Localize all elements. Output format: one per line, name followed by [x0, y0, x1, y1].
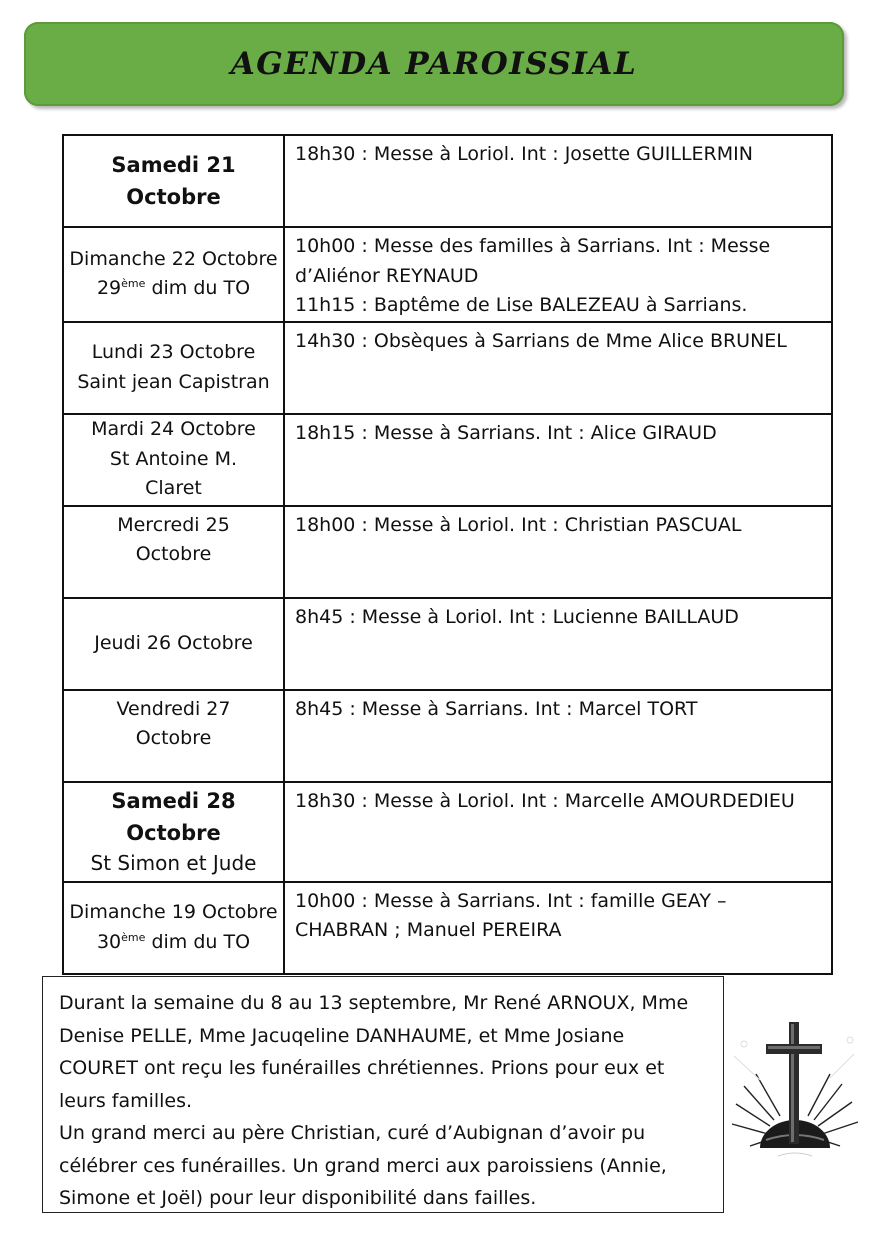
event-cell [284, 506, 832, 598]
event-text: 18h30 : Messe à Loriol. Int : Marcelle AMOURDEDIEU [295, 789, 795, 812]
day-label: Dimanche 19 Octobre [69, 901, 278, 923]
cross-sunrise-icon [730, 1016, 860, 1166]
agenda-row [63, 227, 832, 322]
day-cell [63, 690, 284, 782]
day-label: Dimanche 22 Octobre [69, 247, 278, 270]
agenda-row [63, 322, 832, 414]
agenda-row [63, 782, 832, 882]
event-text: 18h30 : Messe à Loriol. Int : Josette GUILLERMIN [295, 143, 753, 165]
event-text: 10h00 : Messe à Sarrians. Int : famille GEAY – CHABRAN ; Manuel PEREIRA [295, 889, 727, 941]
liturgical-number: 30 [96, 930, 122, 953]
agenda-row [63, 690, 832, 782]
event-text: 10h00 : Messe des familles à Sarrians. Int : Messe d’Aliénor REYNAUD [295, 235, 771, 287]
day-label: Mercredi 25 Octobre [117, 513, 230, 565]
notice-paragraph: Un grand merci au père Christian, curé d’Aubignan d’avoir pu célébrer ces funérailles. Un grand merci aux paroissiens (Annie, Simone et Joël) pour leur disponibilité dans failles. [59, 1122, 667, 1209]
liturgical-text: dim du TO [145, 277, 251, 300]
day-cell [63, 414, 284, 506]
event-cell [284, 135, 832, 227]
day-label: Samedi 21 Octobre [111, 152, 236, 209]
event-cell [284, 882, 832, 974]
saint-label: Saint jean Capistran [77, 370, 270, 393]
day-label: Samedi 28 Octobre [111, 788, 236, 845]
day-cell [63, 135, 284, 227]
day-cell [63, 506, 284, 598]
page-title: AGENDA PAROISSIAL [230, 46, 638, 82]
event-cell [284, 227, 832, 322]
liturgical-note [64, 928, 283, 958]
day-cell [63, 227, 284, 322]
liturgical-text: dim du TO [145, 930, 251, 953]
funeral-notice [42, 976, 724, 1213]
agenda-row [63, 135, 832, 227]
liturgical-number: 29 [96, 277, 122, 300]
event-text: 18h15 : Messe à Sarrians. Int : Alice GIRAUD [295, 421, 717, 444]
event-text: 11h15 : Baptême de Lise BALEZEAU à Sarrians. [295, 294, 748, 316]
event-text: 14h30 : Obsèques à Sarrians de Mme Alice BRUNEL [295, 329, 787, 352]
event-cell [284, 690, 832, 782]
saint-label: St Simon et Jude [90, 850, 257, 875]
agenda-row [63, 506, 832, 598]
agenda-row [63, 414, 832, 506]
day-label: Jeudi 26 Octobre [94, 631, 253, 654]
day-label: Vendredi 27 Octobre [116, 697, 231, 749]
liturgical-note [64, 274, 283, 304]
day-cell [63, 322, 284, 414]
event-text: 8h45 : Messe à Sarrians. Int : Marcel TORT [295, 697, 698, 720]
day-label: Mardi 24 Octobre [91, 418, 256, 441]
notice-paragraph: Durant la semaine du 8 au 13 septembre, Mr René ARNOUX, Mme Denise PELLE, Mme Jacuqeline DANHAUME, et Mme Josiane COURET ont reçu les funérailles chrétiennes. Prions pour eux et leurs familles. [59, 992, 689, 1112]
event-text: 18h00 : Messe à Loriol. Int : Christian PASCUAL [295, 513, 742, 536]
header-banner [24, 22, 844, 106]
event-cell [284, 598, 832, 690]
agenda-row [63, 598, 832, 690]
day-cell [63, 598, 284, 690]
event-cell [284, 782, 832, 882]
event-cell [284, 322, 832, 414]
event-text: 8h45 : Messe à Loriol. Int : Lucienne BAILLAUD [295, 605, 739, 628]
agenda-row [63, 882, 832, 974]
event-cell [284, 414, 832, 506]
day-cell [63, 782, 284, 882]
day-cell [63, 882, 284, 974]
liturgical-suffix: ème [121, 277, 146, 291]
liturgical-suffix: ème [121, 930, 146, 944]
day-label: Lundi 23 Octobre [91, 341, 256, 363]
saint-label: St Antoine M. Claret [109, 447, 238, 500]
agenda-table [62, 134, 833, 975]
